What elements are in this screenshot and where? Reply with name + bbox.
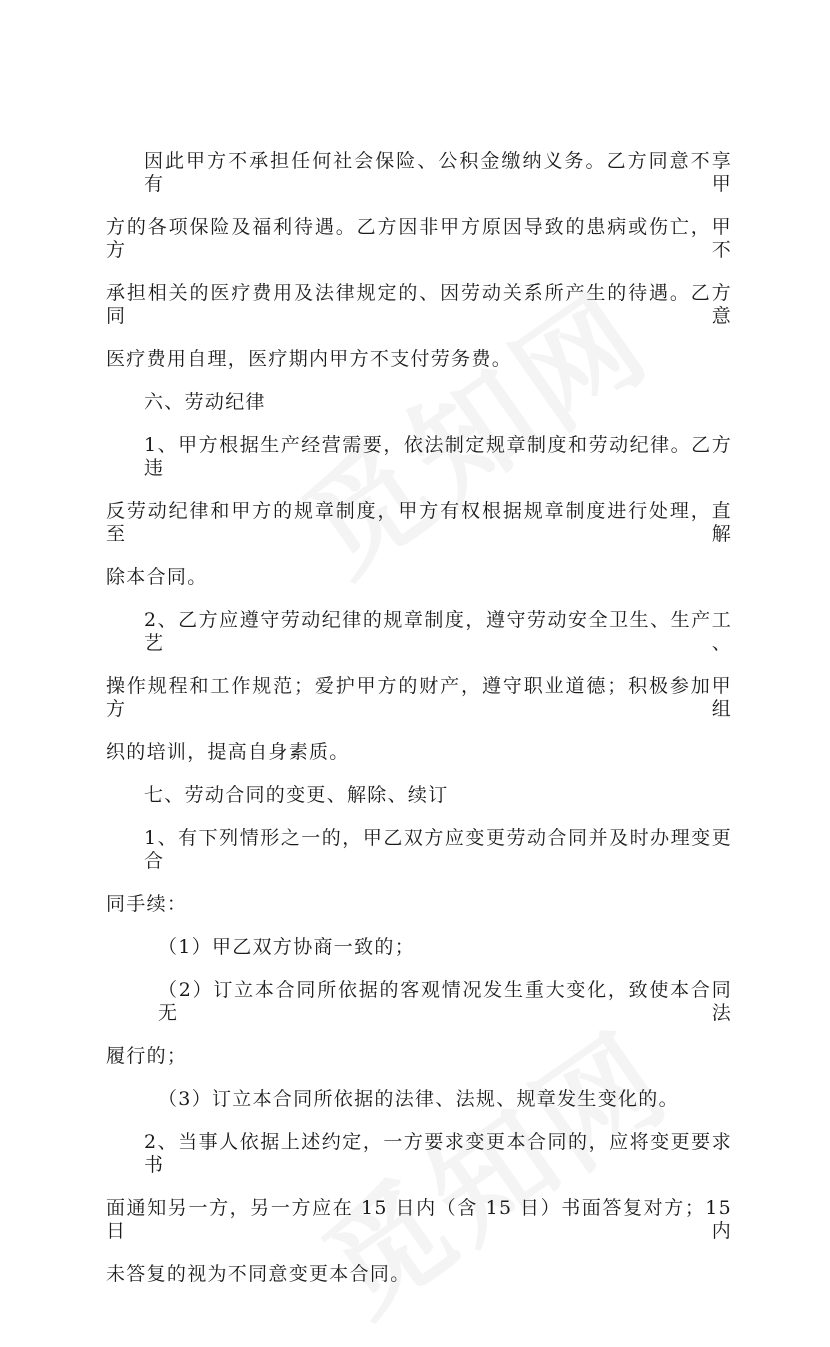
text-line: 履行的； <box>106 1045 188 1067</box>
section-heading-labor-discipline: 六、劳动纪律 <box>144 391 266 413</box>
list-item: （1）甲乙双方协商一致的； <box>158 936 415 958</box>
document-body <box>106 150 732 1286</box>
text-line: 2、乙方应遵守劳动纪律的规章制度，遵守劳动安全卫生、生产工艺、 <box>144 609 732 654</box>
text-line: 反劳动纪律和甲方的规章制度，甲方有权根据规章制度进行处理，直至解 <box>106 500 732 545</box>
text-line: 织的培训，提高自身素质。 <box>106 741 350 763</box>
list-item <box>106 979 732 1068</box>
text-line: 操作规程和工作规范；爱护甲方的财产，遵守职业道德；积极参加甲方组 <box>106 675 732 720</box>
text-line: 同手续： <box>106 893 188 915</box>
paragraph-rules <box>106 434 732 589</box>
text-line: 未答复的视为不同意变更本合同。 <box>106 1263 411 1285</box>
text-line: 面通知另一方，另一方应在 15 日内（含 15 日）书面答复对方；15 日内 <box>106 1197 732 1242</box>
text-line: 因此甲方不承担任何社会保险、公积金缴纳义务。乙方同意不享有甲 <box>144 150 732 195</box>
paragraph-change-conditions <box>106 827 732 916</box>
text-line: 医疗费用自理，医疗期内甲方不支付劳务费。 <box>106 348 513 370</box>
text-line: 除本合同。 <box>106 566 208 588</box>
paragraph-change-notice <box>106 1131 732 1286</box>
text-line: 方的各项保险及福利待遇。乙方因非甲方原因导致的患病或伤亡，甲方不 <box>106 216 732 261</box>
list-item: （3）订立本合同所依据的法律、法规、规章发生变化的。 <box>158 1088 679 1110</box>
paragraph-insurance <box>106 150 732 371</box>
text-line: 承担相关的医疗费用及法律规定的、因劳动关系所产生的待遇。乙方同意 <box>106 282 732 327</box>
text-line: 1、有下列情形之一的，甲乙双方应变更劳动合同并及时办理变更合 <box>144 827 732 872</box>
text-line: （2）订立本合同所依据的客观情况发生重大变化，致使本合同无法 <box>158 979 732 1024</box>
text-line: 2、当事人依据上述约定，一方要求变更本合同的，应将变更要求书 <box>144 1131 732 1176</box>
section-heading-contract-change: 七、劳动合同的变更、解除、续订 <box>144 784 449 806</box>
text-line: 1、甲方根据生产经营需要，依法制定规章制度和劳动纪律。乙方违 <box>144 434 732 479</box>
paragraph-obligations <box>106 609 732 764</box>
